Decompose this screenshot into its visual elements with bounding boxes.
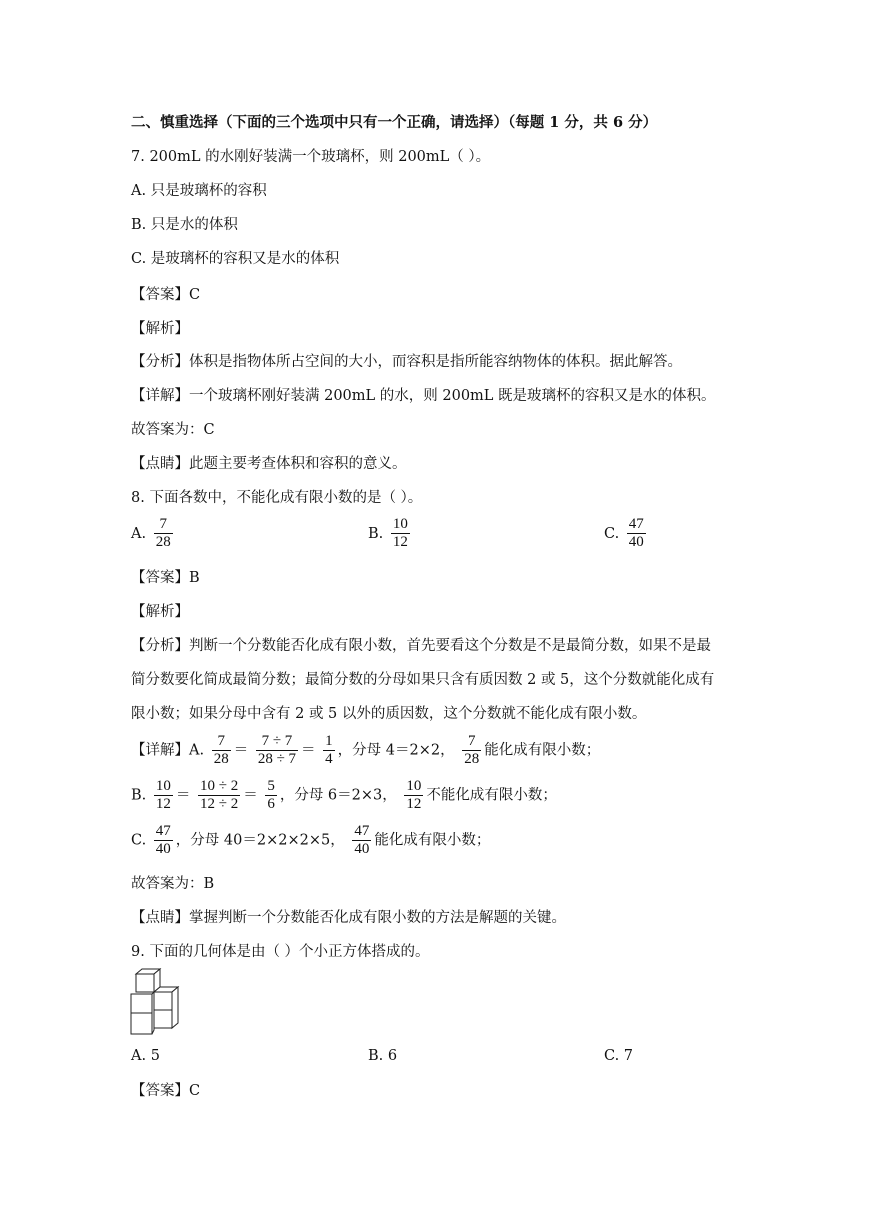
cube-front-middle [131, 994, 152, 1013]
q9-answer: 【答案】C [131, 1083, 201, 1099]
q8-final-answer: 故答案为：B [131, 876, 215, 892]
q8-dianjing: 【点睛】掌握判断一个分数能否化成有限小数的方法是解题的关键。 [131, 910, 566, 926]
q8-option-b-fraction: $\frac{10}{12}$ [392, 516, 408, 550]
q8-stem: 8. 下面各数中，不能化成有限小数的是（ ）。 [131, 490, 423, 506]
q8-option-a-fraction: $\frac{7}{28}$ [155, 516, 171, 550]
q7-option-b: B. 只是水的体积 [131, 217, 238, 233]
q8-fenxi-line3: 限小数；如果分母中含有 2 或 5 以外的质因数，这个分数就不能化成有限小数。 [131, 706, 647, 722]
q7-fenxi: 【分析】体积是指物体所占空间的大小，而容积是指所能容纳物体的体积。据此解答。 [131, 354, 682, 370]
q7-option-c: C. 是玻璃杯的容积又是水的体积 [131, 251, 340, 267]
q9-option-a: A. 5 [131, 1048, 160, 1064]
q7-option-a: A. 只是玻璃杯的容积 [131, 183, 267, 199]
q7-xiangjie: 【详解】一个玻璃杯刚好装满 200mL 的水，则 200mL 既是玻璃杯的容积又是水的体积。 [131, 388, 716, 404]
q8-option-c [604, 516, 649, 551]
section-heading: 二、慎重选择（下面的三个选项中只有一个正确，请选择）（每题 1 分，共 6 分） [131, 114, 658, 131]
q8-fenxi-line1: 【分析】判断一个分数能否化成有限小数，首先要看这个分数是不是最简分数，如果不是最 [131, 638, 711, 654]
q7-dianjing: 【点睛】此题主要考查体积和容积的意义。 [131, 456, 407, 472]
cube-front-top [136, 974, 154, 992]
q8-xiangjie-c: C. $\frac{47}{40}$ ，分母 40＝2×2×2×5， $\frac{47}{40}$ 能化成有限小数； [131, 823, 491, 857]
q7-final-answer: 故答案为：C [131, 422, 215, 438]
q8-fenxi-line2: 简分数要化简成最简分数；最简分数的分母如果只含有质因数 2 或 5，这个分数就能化成有 [131, 672, 715, 688]
q8-option-a [131, 516, 176, 551]
q8-option-b [368, 516, 413, 551]
q9-option-b: B. 6 [368, 1048, 398, 1064]
q8-answer: 【答案】B [131, 570, 200, 586]
q8-option-a-label: A. [131, 525, 147, 542]
q9-option-c: C. 7 [604, 1048, 634, 1064]
cube-stack-figure [130, 968, 186, 1040]
q7-stem: 7. 200mL 的水刚好装满一个玻璃杯，则 200mL（ ）。 [131, 149, 491, 165]
q7-analysis-label: 【解析】 [131, 321, 189, 337]
cube-side-right [172, 987, 178, 1028]
q8-xiangjie-a: 【详解】A. $\frac{7}{28}$ ＝ $\frac{7 \div 7}{28 \div 7}$ ＝ $\frac{1}{4}$ ，分母 4＝2×2， $\frac{7}{28}$ 能化成有限小数； [131, 733, 601, 767]
q9-stem: 9. 下面的几何体是由（ ）个小正方体搭成的。 [131, 944, 430, 960]
q8-xiangjie-b: B. $\frac{10}{12}$ ＝ $\frac{10 \div 2}{12 \div 2}$ ＝ $\frac{5}{6}$ ，分母 6＝2×3， $\frac{10}{12}$ 不能化成有限小数； [131, 778, 557, 812]
q8-option-b-label: B. [368, 525, 384, 542]
q8-analysis-label: 【解析】 [131, 604, 189, 620]
cube-front-bottom [131, 1013, 152, 1034]
q8-option-c-label: C. [604, 525, 620, 542]
q8-option-c-fraction: $\frac{47}{40}$ [628, 516, 644, 550]
q7-answer: 【答案】C [131, 287, 201, 303]
